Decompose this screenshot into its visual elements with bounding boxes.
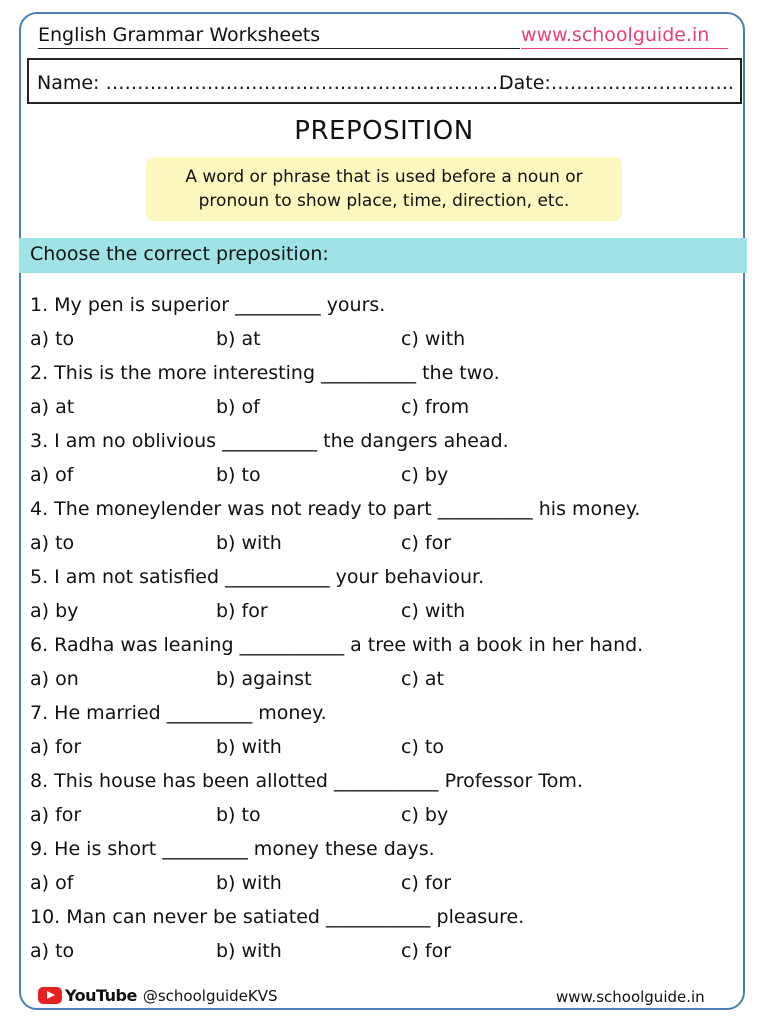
question-3: 3. I am no oblivious __________ the dangers ahead. (30, 430, 509, 452)
option-a[interactable]: a) to (30, 940, 75, 962)
question-6: 6. Radha was leaning ___________ a tree with a book in her hand. (30, 634, 644, 656)
footer-website-link[interactable]: www.schoolguide.in (556, 988, 705, 1006)
option-a[interactable]: a) for (30, 804, 82, 826)
option-a[interactable]: a) for (30, 736, 82, 758)
question-9: 9. He is short _________ money these days. (30, 838, 435, 860)
option-a[interactable]: a) to (30, 532, 75, 554)
option-b[interactable]: b) against (216, 668, 312, 690)
option-a[interactable]: a) at (30, 396, 75, 418)
header-underline (38, 48, 520, 49)
option-b[interactable]: b) for (216, 600, 268, 622)
question-5: 5. I am not satisfied ___________ your behaviour. (30, 566, 485, 588)
worksheet-series-title: English Grammar Worksheets (38, 24, 321, 46)
question-10: 10. Man can never be satiated ___________ pleasure. (30, 906, 525, 928)
date-field[interactable]: Date:……………………….. (499, 72, 734, 94)
option-c[interactable]: c) to (401, 736, 444, 758)
youtube-wordmark: YouTube (65, 986, 137, 1005)
instruction-banner: Choose the correct preposition: (19, 238, 747, 273)
option-a[interactable]: a) of (30, 464, 74, 486)
option-c[interactable]: c) at (401, 668, 444, 690)
option-c[interactable]: c) with (401, 600, 466, 622)
definition-box: A word or phrase that is used before a noun or pronoun to show place, time, direction, etc. (146, 157, 622, 221)
options-row-10 (30, 936, 745, 970)
name-field[interactable]: Name: ………………………………………………………. (37, 72, 511, 94)
options-row-4 (30, 528, 745, 562)
option-c[interactable]: c) for (401, 940, 452, 962)
option-c[interactable]: c) from (401, 396, 470, 418)
question-list (30, 290, 745, 970)
options-row-1 (30, 324, 745, 358)
options-row-7 (30, 732, 745, 766)
youtube-handle: @schoolguideKVS (142, 986, 278, 1005)
option-b[interactable]: b) with (216, 532, 282, 554)
question-7: 7. He married _________ money. (30, 702, 327, 724)
options-row-3 (30, 460, 745, 494)
options-row-5 (30, 596, 745, 630)
question-1: 1. My pen is superior _________ yours. (30, 294, 386, 316)
option-c[interactable]: c) for (401, 872, 452, 894)
option-a[interactable]: a) on (30, 668, 79, 690)
option-b[interactable]: b) at (216, 328, 261, 350)
option-b[interactable]: b) with (216, 872, 282, 894)
option-b[interactable]: b) to (216, 804, 261, 826)
option-c[interactable]: c) for (401, 532, 452, 554)
header-url-underline (521, 48, 728, 49)
options-row-8 (30, 800, 745, 834)
option-b[interactable]: b) with (216, 940, 282, 962)
option-a[interactable]: a) by (30, 600, 79, 622)
option-c[interactable]: c) by (401, 804, 449, 826)
question-4: 4. The moneylender was not ready to part __________ his money. (30, 498, 641, 520)
youtube-play-icon (38, 987, 62, 1004)
youtube-channel[interactable] (38, 986, 278, 1005)
option-b[interactable]: b) to (216, 464, 261, 486)
option-a[interactable]: a) of (30, 872, 74, 894)
header-website-link[interactable]: www.schoolguide.in (521, 24, 710, 46)
option-c[interactable]: c) by (401, 464, 449, 486)
option-b[interactable]: b) with (216, 736, 282, 758)
option-c[interactable]: c) with (401, 328, 466, 350)
name-date-box (27, 58, 742, 104)
question-2: 2. This is the more interesting __________ the two. (30, 362, 500, 384)
options-row-2 (30, 392, 745, 426)
option-a[interactable]: a) to (30, 328, 75, 350)
option-b[interactable]: b) of (216, 396, 260, 418)
page-title: PREPOSITION (294, 116, 474, 146)
options-row-6 (30, 664, 745, 698)
question-8: 8. This house has been allotted ___________ Professor Tom. (30, 770, 583, 792)
options-row-9 (30, 868, 745, 902)
